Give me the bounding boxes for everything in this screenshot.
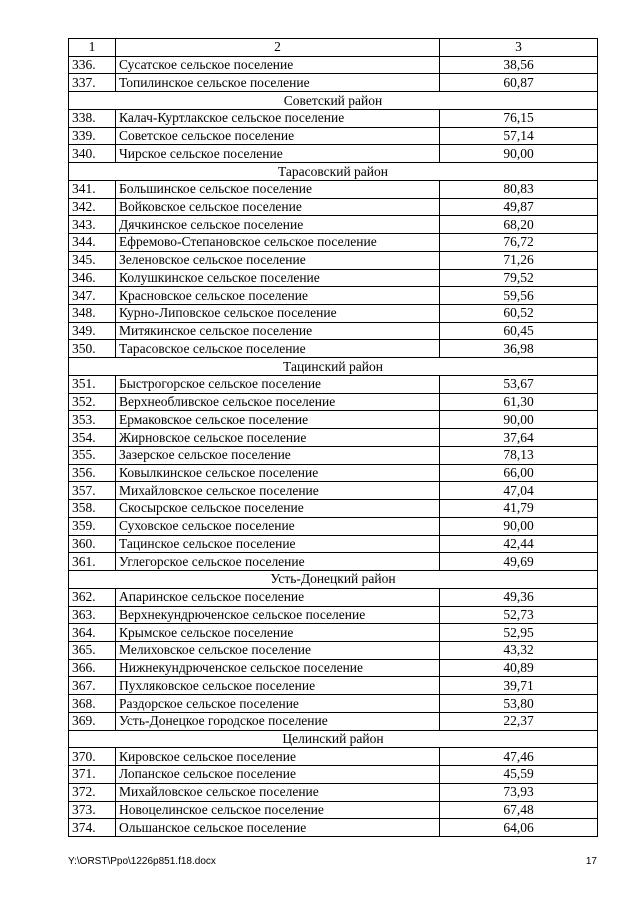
row-value: 68,20 [440,216,598,234]
row-number: 351. [69,375,116,393]
row-value: 71,26 [440,251,598,269]
row-value: 60,52 [440,305,598,323]
table-row [69,748,598,766]
row-number: 361. [69,553,116,571]
table-row [69,766,598,784]
settlement-name: Суховское сельское поселение [116,517,440,535]
row-value: 40,89 [440,659,598,677]
settlement-name: Ермаковское сельское поселение [116,411,440,429]
table-row [69,269,598,287]
row-value: 47,04 [440,482,598,500]
settlement-name: Калач-Куртлакское сельское поселение [116,109,440,127]
settlement-name: Сусатское сельское поселение [116,56,440,74]
table-row [69,109,598,127]
district-row [69,92,598,110]
row-value: 49,69 [440,553,598,571]
row-number: 339. [69,127,116,145]
row-number: 356. [69,464,116,482]
table-row [69,198,598,216]
row-value: 90,00 [440,517,598,535]
header-col-3: 3 [440,39,598,57]
row-number: 350. [69,340,116,358]
settlement-name: Крымское сельское поселение [116,624,440,642]
settlement-name: Жирновское сельское поселение [116,429,440,447]
settlement-name: Углегорское сельское поселение [116,553,440,571]
table-row [69,659,598,677]
settlement-name: Лопанское сельское поселение [116,766,440,784]
row-value: 43,32 [440,641,598,659]
settlement-name: Верхнеобливское сельское поселение [116,393,440,411]
settlement-name: Мелиховское сельское поселение [116,641,440,659]
row-number: 365. [69,641,116,659]
settlement-name: Колушкинское сельское поселение [116,269,440,287]
row-value: 80,83 [440,180,598,198]
table-row [69,393,598,411]
row-number: 344. [69,234,116,252]
row-value: 53,80 [440,695,598,713]
row-number: 355. [69,446,116,464]
row-number: 360. [69,535,116,553]
row-number: 367. [69,677,116,695]
table-row [69,517,598,535]
table-row [69,783,598,801]
table-row [69,180,598,198]
table-row [69,641,598,659]
row-value: 52,95 [440,624,598,642]
district-name: Усть-Донецкий район [69,571,598,589]
row-value: 73,93 [440,783,598,801]
settlement-name: Скосырское сельское поселение [116,500,440,518]
table-row [69,606,598,624]
table-row [69,375,598,393]
row-number: 342. [69,198,116,216]
settlement-name: Ольшанское сельское поселение [116,819,440,837]
table-row [69,624,598,642]
row-value: 41,79 [440,500,598,518]
row-number: 359. [69,517,116,535]
district-row [69,358,598,376]
row-number: 343. [69,216,116,234]
row-value: 61,30 [440,393,598,411]
row-value: 67,48 [440,801,598,819]
table-row [69,56,598,74]
settlement-name: Войковское сельское поселение [116,198,440,216]
table-row [69,251,598,269]
district-name: Целинский район [69,730,598,748]
settlement-name: Чирское сельское поселение [116,145,440,163]
row-value: 90,00 [440,145,598,163]
footer-file-path: Y:\ORST\Ppo\1226p851.f18.docx [68,856,216,867]
row-number: 337. [69,74,116,92]
district-row [69,730,598,748]
row-value: 22,37 [440,712,598,730]
row-value: 76,15 [440,109,598,127]
settlement-name: Тацинское сельское поселение [116,535,440,553]
table-row [69,712,598,730]
settlements-table [68,38,598,837]
row-value: 79,52 [440,269,598,287]
table-row [69,127,598,145]
district-name: Тарасовский район [69,163,598,181]
row-number: 374. [69,819,116,837]
settlement-name: Топилинское сельское поселение [116,74,440,92]
row-number: 368. [69,695,116,713]
row-number: 357. [69,482,116,500]
row-number: 370. [69,748,116,766]
header-col-2: 2 [116,39,440,57]
row-value: 59,56 [440,287,598,305]
row-number: 369. [69,712,116,730]
header-col-1: 1 [69,39,116,57]
settlement-name: Кировское сельское поселение [116,748,440,766]
table-row [69,411,598,429]
row-number: 362. [69,588,116,606]
table-row [69,677,598,695]
table-row [69,446,598,464]
row-value: 78,13 [440,446,598,464]
row-value: 38,56 [440,56,598,74]
table-row [69,322,598,340]
row-number: 347. [69,287,116,305]
row-number: 358. [69,500,116,518]
row-number: 363. [69,606,116,624]
settlement-name: Раздорское сельское поселение [116,695,440,713]
row-number: 341. [69,180,116,198]
row-value: 53,67 [440,375,598,393]
row-value: 37,64 [440,429,598,447]
settlement-name: Усть-Донецкое городское поселение [116,712,440,730]
row-number: 372. [69,783,116,801]
district-name: Советский район [69,92,598,110]
table-row [69,464,598,482]
table-row [69,482,598,500]
district-row [69,571,598,589]
table-row [69,216,598,234]
row-number: 353. [69,411,116,429]
table-body [69,39,598,837]
row-number: 364. [69,624,116,642]
row-value: 36,98 [440,340,598,358]
row-number: 352. [69,393,116,411]
settlement-name: Новоцелинское сельское поселение [116,801,440,819]
settlement-name: Апаринское сельское поселение [116,588,440,606]
row-number: 366. [69,659,116,677]
row-value: 64,06 [440,819,598,837]
settlement-name: Нижнекундрюченское сельское поселение [116,659,440,677]
settlement-name: Ковылкинское сельское поселение [116,464,440,482]
settlement-name: Михайловское сельское поселение [116,783,440,801]
table-row [69,801,598,819]
row-value: 49,87 [440,198,598,216]
table-row [69,819,598,837]
table-row [69,287,598,305]
table-row [69,305,598,323]
settlement-name: Советское сельское поселение [116,127,440,145]
row-value: 76,72 [440,234,598,252]
table-row [69,535,598,553]
table-row [69,553,598,571]
row-value: 49,36 [440,588,598,606]
table-row [69,74,598,92]
row-number: 354. [69,429,116,447]
row-value: 90,00 [440,411,598,429]
row-value: 42,44 [440,535,598,553]
settlement-name: Ефремово-Степановское сельское поселение [116,234,440,252]
settlement-name: Верхнекундрюченское сельское поселение [116,606,440,624]
settlement-name: Зазерское сельское поселение [116,446,440,464]
row-value: 39,71 [440,677,598,695]
table-row [69,588,598,606]
row-value: 45,59 [440,766,598,784]
settlement-name: Михайловское сельское поселение [116,482,440,500]
row-value: 66,00 [440,464,598,482]
row-value: 47,46 [440,748,598,766]
row-value: 57,14 [440,127,598,145]
table-row [69,340,598,358]
settlement-name: Митякинское сельское поселение [116,322,440,340]
settlement-name: Зеленовское сельское поселение [116,251,440,269]
row-value: 60,45 [440,322,598,340]
table-row [69,500,598,518]
row-number: 336. [69,56,116,74]
row-number: 371. [69,766,116,784]
row-value: 60,87 [440,74,598,92]
row-number: 346. [69,269,116,287]
table-row [69,695,598,713]
footer-page-number: 17 [585,856,597,867]
settlement-name: Курно-Липовское сельское поселение [116,305,440,323]
row-number: 340. [69,145,116,163]
district-name: Тацинский район [69,358,598,376]
table-row [69,429,598,447]
settlement-name: Тарасовское сельское поселение [116,340,440,358]
table-row [69,234,598,252]
settlement-name: Пухляковское сельское поселение [116,677,440,695]
row-number: 348. [69,305,116,323]
settlement-name: Красновское сельское поселение [116,287,440,305]
settlement-name: Большинское сельское поселение [116,180,440,198]
settlement-name: Быстрогорское сельское поселение [116,375,440,393]
row-number: 345. [69,251,116,269]
settlement-name: Дячкинское сельское поселение [116,216,440,234]
row-number: 338. [69,109,116,127]
district-row [69,163,598,181]
table-row [69,145,598,163]
table-header-row [69,39,598,57]
row-number: 373. [69,801,116,819]
row-number: 349. [69,322,116,340]
row-value: 52,73 [440,606,598,624]
